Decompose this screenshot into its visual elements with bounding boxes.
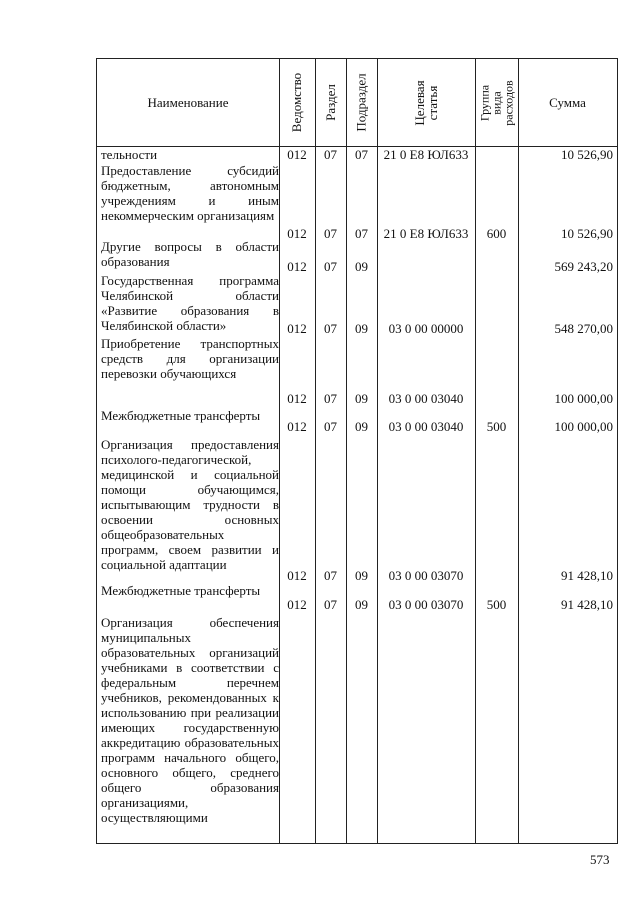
target-article-cell: 03 0 00 03040 xyxy=(388,391,464,406)
row-name: Приобретение транспортных средств для организации перевозки обучающихся xyxy=(101,336,279,381)
subsection-cell: 09 xyxy=(355,568,368,583)
page-number: 573 xyxy=(590,852,610,867)
department-cell: 012 xyxy=(287,226,307,241)
subsection-cell: 09 xyxy=(355,321,368,336)
subsection-cell: 07 xyxy=(355,147,368,162)
department-cell: 012 xyxy=(287,321,307,336)
header-expense-group: Группа вида расходов xyxy=(477,79,516,126)
section-cell: 07 xyxy=(324,147,337,162)
row-name: Межбюджетные трансферты xyxy=(101,408,261,423)
department-cell: 012 xyxy=(287,419,307,434)
sum-cell: 91 428,10 xyxy=(561,597,613,612)
header-target-article: Целевая статья xyxy=(412,79,440,126)
budget-table xyxy=(96,58,618,844)
expense-group-cell: 500 xyxy=(486,419,507,434)
sum-cell: 10 526,90 xyxy=(561,226,613,241)
target-article-cell: 21 0 Е8 ЮЛ633 xyxy=(383,147,469,162)
section-cell: 07 xyxy=(324,321,337,336)
row-name: Межбюджетные трансферты xyxy=(101,583,261,598)
column-divider xyxy=(346,59,347,843)
subsection-cell: 07 xyxy=(355,226,368,241)
sum-cell: 10 526,90 xyxy=(561,147,613,162)
department-cell: 012 xyxy=(287,147,307,162)
sum-cell: 100 000,00 xyxy=(554,391,613,406)
column-divider xyxy=(377,59,378,843)
column-divider xyxy=(475,59,476,843)
column-divider xyxy=(315,59,316,843)
sum-cell: 91 428,10 xyxy=(561,568,613,583)
subsection-cell: 09 xyxy=(355,419,368,434)
column-divider xyxy=(279,59,280,843)
row-name: Предоставление субсидий бюджетным, автономным учреждениям и иным некоммерческим организациям xyxy=(101,163,279,223)
subsection-cell: 09 xyxy=(355,391,368,406)
section-cell: 07 xyxy=(324,597,337,612)
row-name: Государственная программа Челябинской области «Развитие образования в Челябинской области» xyxy=(101,273,279,333)
subsection-cell: 09 xyxy=(355,597,368,612)
section-cell: 07 xyxy=(324,568,337,583)
sum-cell: 100 000,00 xyxy=(554,419,613,434)
sum-cell: 548 270,00 xyxy=(554,321,613,336)
section-cell: 07 xyxy=(324,391,337,406)
target-article-cell: 03 0 00 03070 xyxy=(388,597,464,612)
header-subsection: Подраздел xyxy=(354,73,370,132)
section-cell: 07 xyxy=(324,226,337,241)
department-cell: 012 xyxy=(287,597,307,612)
target-article-cell: 03 0 00 00000 xyxy=(388,321,464,336)
header-name: Наименование xyxy=(147,94,229,110)
target-article-cell: 03 0 00 03070 xyxy=(388,568,464,583)
subsection-cell: 09 xyxy=(355,259,368,274)
department-cell: 012 xyxy=(287,391,307,406)
header-sum: Сумма xyxy=(549,94,586,110)
target-article-cell: 21 0 Е8 ЮЛ633 xyxy=(383,226,469,241)
row-name: Организация обеспечения муниципальных образовательных организаций учебниками в соответствии с федеральным перечнем учебников, рекомендованных к использованию при реализации имеющих государственную аккредитацию образовательных программ начального общего, основного общего, среднего общего образования организациями, осуществляющими xyxy=(101,615,279,825)
row-name: тельности xyxy=(101,147,158,162)
section-cell: 07 xyxy=(324,259,337,274)
row-name: Другие вопросы в области образования xyxy=(101,239,279,269)
header-section: Раздел xyxy=(323,84,338,121)
section-cell: 07 xyxy=(324,419,337,434)
header-department: Ведомство xyxy=(289,72,305,133)
expense-group-cell: 500 xyxy=(486,597,507,612)
row-name: Организация предоставления психолого-педагогической, медицинской и социальной помощи обучающимся, испытывающим трудности в освоении основных общеобразовательных программ, своем развитии и социальной адаптации xyxy=(101,437,279,572)
department-cell: 012 xyxy=(287,568,307,583)
sum-cell: 569 243,20 xyxy=(554,259,613,274)
column-divider xyxy=(518,59,519,843)
expense-group-cell: 600 xyxy=(486,226,507,241)
target-article-cell: 03 0 00 03040 xyxy=(388,419,464,434)
department-cell: 012 xyxy=(287,259,307,274)
